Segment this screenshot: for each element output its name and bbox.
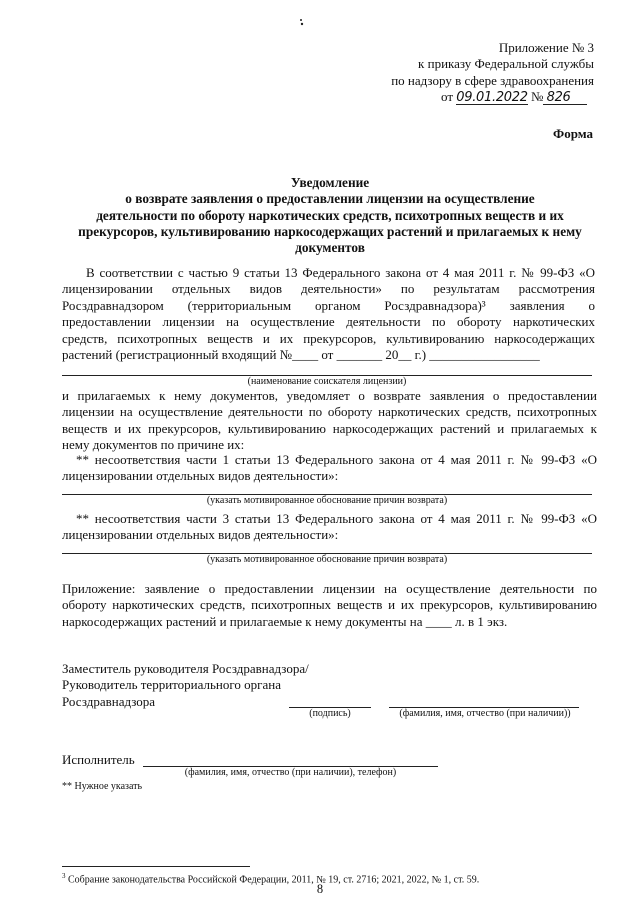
hint-fullname: (фамилия, имя, отчество (при наличии)) [399, 708, 571, 719]
paragraph-2: и прилагаемых к нему документов, уведомляет о возврате заявления о предоставлении лицензии на осуществление деятельности по обороту наркотических средств, психотропных веществ и их прекурсоров, культивированию наркосодержащих растений и прилагаемых к нему документов по причине их: [62, 388, 597, 453]
handwritten-number: 826 [546, 90, 571, 105]
attachment-paragraph: Приложение: заявление о предоставлении лицензии на осуществление деятельности по обороту наркотических средств, психотропных веществ и их прекурсоров, культивированию наркосодержащих растений и прилагаемые к нему документы на ____ л. в 1 экз. [62, 581, 597, 629]
title-line-5: документов [295, 240, 365, 256]
top-mark [298, 14, 306, 24]
page-number: 8 [316, 882, 324, 896]
date-prefix: от [441, 89, 457, 104]
annex-order-line: к приказу Федеральной службы [418, 56, 594, 72]
hint-reason-2: (указать мотивированное обоснование причин возврата) [206, 554, 448, 565]
title-line-2: о возврате заявления о предоставлении лицензии на осуществление [125, 191, 535, 207]
hint-applicant-name: (наименование соискателя лицензии) [247, 376, 407, 387]
annex-service-line: по надзору в сфере здравоохранения [391, 72, 594, 88]
reason-part-1: ** несоответствия части 1 статьи 13 Федерального закона от 4 мая 2011 г. № 99-ФЗ «О лицензировании отдельных видов деятельности»: [62, 452, 597, 484]
handwritten-date: 09.01.2022 [456, 90, 528, 105]
reason-part-3: ** несоответствия части 3 статьи 13 Федерального закона от 4 мая 2011 г. № 99-ФЗ «О лицензировании отдельных видов деятельности»: [62, 511, 597, 543]
annex-number: Приложение № 3 [498, 40, 594, 55]
title-line-4: прекурсоров, культивированию наркосодержащих растений и прилагаемых к нему [78, 223, 582, 239]
main-paragraph: В соответствии с частью 9 статьи 13 Федерального закона от 4 мая 2011 г. № 99-ФЗ «О лицензировании отдельных видов деятельности» по результатам рассмотрения Росздравнадзором (территориальным органом Росздравнадзора)³ заявления о предоставлении лицензии на осуществление деятельности по обороту наркотических средств, психотропных веществ и их прекурсоров, культивированию наркосодержащих растений (регистрационный входящий №____ от _______ 20__ г.) _________________ [62, 265, 595, 363]
document-title [62, 175, 598, 256]
hint-signature: (подпись) [309, 708, 351, 719]
hint-executor: (фамилия, имя, отчество (при наличии), телефон) [184, 767, 397, 778]
number-prefix: № [527, 89, 547, 104]
signatory-block: Заместитель руководителя Росздравнадзора/ Руководитель территориального органа Росздравнадзора [62, 661, 309, 709]
title-line-1: Уведомление [290, 175, 370, 190]
footnote-source: $^3$ Собрание законодательства Российской Федерации, 2011, № 19, ст. 2716; 2021, 2022, № 1, ст. 59. [62, 872, 480, 886]
title-line-3: деятельности по обороту наркотических средств, психотропных веществ и их [96, 207, 564, 223]
annex-header [300, 40, 594, 89]
executor-label: Исполнитель [62, 752, 135, 767]
hint-reason-1: (указать мотивированное обоснование причин возврата) [206, 495, 448, 506]
footnote-required: ** Нужное указать [62, 781, 143, 792]
form-label: Форма [553, 126, 593, 141]
